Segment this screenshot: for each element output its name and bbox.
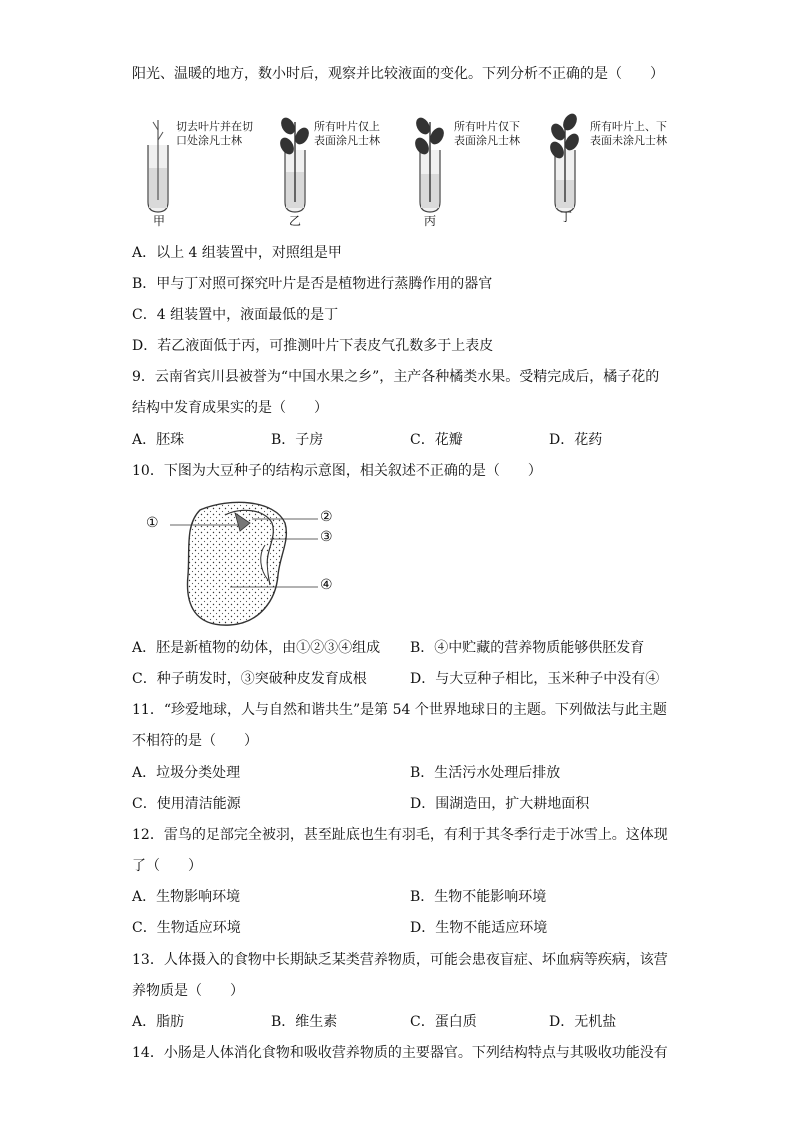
seed-label-2: ② — [320, 509, 333, 525]
q10-option-a: A．胚是新植物的幼体，由①②③④组成 — [132, 640, 381, 656]
q11-option-c: C．使用清洁能源 — [132, 796, 241, 812]
q10-stem: 10．下图为大豆种子的结构示意图，相关叙述不正确的是（ ） — [132, 463, 542, 479]
q8-option-d: D．若乙液面低于丙，可推测叶片下表皮气孔数多于上表皮 — [132, 338, 494, 354]
q10-option-c: C．种子萌发时，③突破种皮发育成根 — [132, 671, 367, 687]
q13-option-c: C．蛋白质 — [410, 1014, 477, 1030]
q11-stem-line2: 不相符的是（ ） — [132, 733, 258, 749]
q12-stem-line2: 了（ ） — [132, 858, 202, 874]
q13-option-b: B．维生素 — [271, 1014, 338, 1030]
q12-option-d: D．生物不能适应环境 — [410, 920, 548, 936]
q11-option-a: A．垃圾分类处理 — [132, 765, 241, 781]
tube-bing — [412, 115, 446, 212]
tube-yi-label: 所有叶片仅上 表面涂凡士林 — [314, 120, 380, 147]
soybean-seed-figure — [140, 495, 360, 630]
tube-bing-label: 所有叶片仅下 表面涂凡士林 — [454, 120, 520, 147]
q8-option-b: B．甲与丁对照可探究叶片是否是植物进行蒸腾作用的器官 — [132, 276, 493, 292]
tube-jia-label: 切去叶片并在切 口处涂凡士林 — [176, 120, 253, 147]
q13-stem-line2: 养物质是（ ） — [132, 983, 244, 999]
transpiration-tubes-figure — [130, 110, 690, 230]
tube-ding-label: 所有叶片上、下 表面未涂凡士林 — [590, 120, 667, 147]
q12-stem-line1: 12．雷鸟的足部完全被羽，甚至趾底也生有羽毛，有利于其冬季行走于冰雪上。这体现 — [132, 827, 668, 843]
seed-label-3: ③ — [320, 529, 333, 545]
seed-label-1: ① — [146, 515, 159, 531]
tube-bing-name: 丙 — [424, 214, 437, 228]
q12-option-a: A．生物影响环境 — [132, 889, 241, 905]
q13-option-d: D．无机盐 — [549, 1014, 617, 1030]
q8-option-c: C．4 组装置中，液面最低的是丁 — [132, 307, 339, 323]
tube-ding-name: 丁 — [560, 210, 573, 224]
q11-option-b: B．生活污水处理后排放 — [410, 765, 561, 781]
question-8-stem-continued: 阳光、温暖的地方，数小时后，观察并比较液面的变化。下列分析不正确的是（ ） — [132, 66, 664, 82]
q8-option-a: A．以上 4 组装置中，对照组是甲 — [132, 245, 342, 261]
tube-ding — [547, 111, 581, 212]
tube-jia — [148, 120, 168, 212]
q12-option-c: C．生物适应环境 — [132, 920, 241, 936]
q12-option-b: B．生物不能影响环境 — [410, 889, 547, 905]
q9-option-b: B．子房 — [271, 432, 324, 448]
q14-stem-line1: 14．小肠是人体消化食物和吸收营养物质的主要器官。下列结构特点与其吸收功能没有 — [132, 1045, 668, 1061]
seed-label-4: ④ — [320, 577, 333, 593]
q9-option-d: D．花药 — [549, 432, 603, 448]
q9-option-c: C．花瓣 — [410, 432, 463, 448]
q11-stem-line1: 11．“珍爱地球，人与自然和谐共生”是第 54 个世界地球日的主题。下列做法与此主题 — [132, 702, 667, 718]
q9-option-a: A．胚珠 — [132, 432, 185, 448]
tube-yi-name: 乙 — [289, 214, 302, 228]
q9-stem-line2: 结构中发育成果实的是（ ） — [132, 400, 328, 416]
tube-jia-name: 甲 — [153, 214, 166, 228]
q10-option-b: B．④中贮藏的营养物质能够供胚发育 — [410, 640, 645, 656]
tube-yi — [277, 115, 311, 212]
q13-option-a: A．脂肪 — [132, 1014, 185, 1030]
q9-stem-line1: 9．云南省宾川县被誉为“中国水果之乡”，主产各种橘类水果。受精完成后，橘子花的 — [132, 369, 660, 385]
q10-option-d: D．与大豆种子相比，玉米种子中没有④ — [410, 671, 660, 687]
q11-option-d: D．围湖造田，扩大耕地面积 — [410, 796, 590, 812]
q13-stem-line1: 13．人体摄入的食物中长期缺乏某类营养物质，可能会患夜盲症、坏血病等疾病，该营 — [132, 952, 668, 968]
